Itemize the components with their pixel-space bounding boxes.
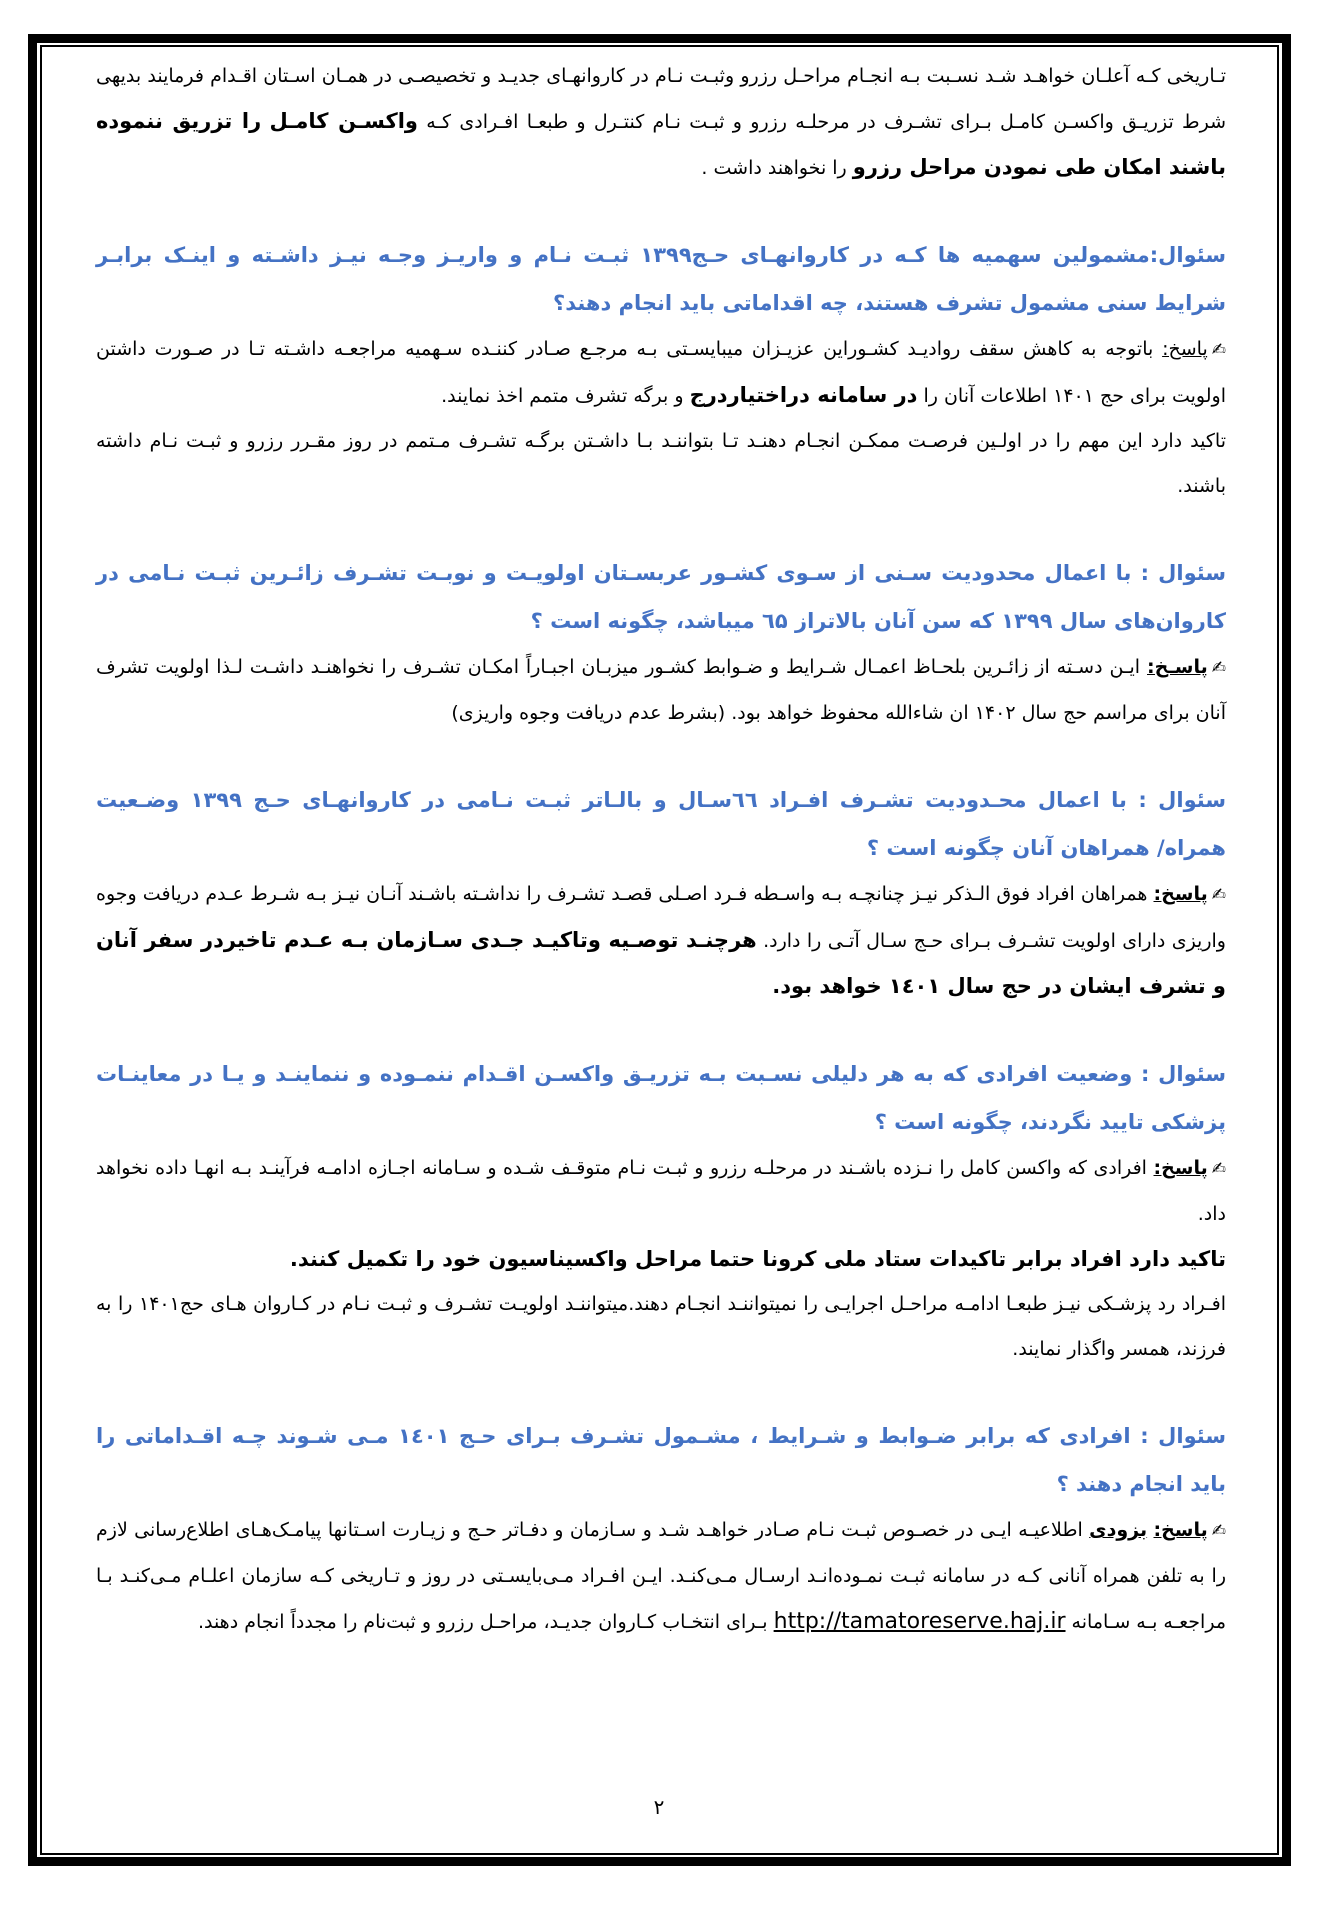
page-number: ٢ [653,1795,665,1819]
answer-label: پاسخ: [1153,883,1208,905]
answer-label: پاسـخ: [1147,656,1208,678]
answer-2 [96,645,1226,736]
writing-hand-icon: ✍ [1211,1159,1226,1179]
answer-label: پاسخ: [1162,338,1208,360]
question-5: سئوال : افرادی که برابر ضـوابط و شـرایط ، مشـمول تشـرف بـرای حـج ۱٤۰۱ مـی شـوند چـه اقـداماتی را باید انجام دهند ؟ [96,1424,1226,1496]
intro-bold-vaccine: واکسـن کامـل [269,109,418,133]
faq-section-1 [96,231,1226,509]
answer-1-bold: در سامانه دراختیاردرج [689,383,918,407]
answer-1-text-b: و برگه تشرف متمم اخذ نمایند. [441,385,690,407]
answer-4-text: افرادی که واکسن کامل را نـزده باشـند در مرحلـه رزرو و ثبـت نـام متوقـف شـده و سـامانه اجـازه ادامـه فرآینـد بـه انهـا داده نخواهد داد. [96,1157,1226,1225]
answer-4-emphasis: تاکید دارد افراد برابر تاکیدات ستاد ملی کرونا حتما مراحل واکسیناسیون خود را تکمیل کنند. [289,1247,1226,1271]
answer-4-note: افـراد رد پزشـکی نیـز طبعـا ادامـه مراحـل اجرایـی را نمیتواننـد انجـام دهند.میتواننـد اولویـت تشـرف و ثبـت نـام در کـاروان هـای حج۱۴۰۱ را به فرزند، همسر واگذار نمایند. [96,1293,1226,1360]
answer-5-text-b: بـرای انتخـاب کـاروان جدیـد، مراحـل رزرو و ثبت‌نام را مجدداً انجام دهند. [197,1611,774,1633]
answer-5-text-a: اطلاعیـه ایـی در خصـوص ثبـت نـام صـادر خواهـد شـد و سـازمان و دفـاتر حـج و زیـارت اسـتانها پیامـک‌هـای اطلاع‌رسانی لازم را به تلفن همراه آنانی کـه در سامانه ثبـت نمـوده‌انـد ارسـال مـی‌کنـد. ایـن افـراد مـی‌بایسـتی در روز و تـاریخی کـه سازمان اعلـام مـی‌کنـد بـا مراجعـه بـه سـامانه [96,1519,1226,1633]
faq-section-2 [96,549,1226,736]
answer-1-text-a: باتوجه به کاهش سقف روادیـد کشـوراین عزیـزان میبایسـتی بـه مرجـع صـادر کننـده سـهمیه مراجعـه داشـته تـا در صـورت داشتن اولویت برای حج ۱۴۰۱ اطلاعات آنان را [96,338,1226,407]
answer-label: پاسخ: [1153,1157,1208,1179]
question-4: سئوال : وضعیت افرادی که به هر دلیلی نسـبت بـه تزریـق واکسـن اقـدام ننمـوده و ننماینـد و یـا در معاینـات پزشکی تایید نگردند، چگونه است ؟ [96,1062,1226,1134]
faq-section-4 [96,1050,1226,1372]
intro-paragraph [96,54,1226,191]
answer-1-note: تاکید دارد این مهم را در اولـین فرصـت ممکـن انجـام دهنـد تـا بتواننـد بـا داشـتن برگـه تشـرف مـتمم در روز مقـرر رزرو و ثبـت نـام داشته باشند. [96,430,1226,497]
document-body [96,54,1226,1645]
intro-line3-end: را نخواهند داشت . [701,157,853,179]
faq-section-3 [96,776,1226,1010]
writing-hand-icon: ✍ [1211,658,1226,678]
intro-line1: تـاریخی کـه آعلـان خواهـد شـد نسـبت بـه انجـام مراحـل رزرو وثبـت نـام در کاروانهـای جدیـد و تخصیصـی در همـان اسـتان اقـدام [210,65,1226,87]
answer-5-bold-word: بزودی [1089,1519,1148,1541]
question-2: سئوال : با اعمال محدودیت سـنی از سـوی کشـور عربسـتان اولویـت و نوبـت تشـرف زائـرین ثبـت نـامی در کاروان‌های سال ۱۳۹۹ که سن آنان بالاتراز ٦۵ میباشد، چگونه است ؟ [96,561,1226,633]
answer-3 [96,872,1226,1010]
intro-bold-warning: را تزریق ننموده باشند امکان طی نمودن مراحل رزرو [96,109,1226,179]
answer-label: پاسخ: [1153,1519,1208,1541]
writing-hand-icon: ✍ [1211,885,1226,905]
answer-5 [96,1508,1226,1645]
question-3: سئوال : با اعمال محـدودیت تشـرف افـراد ٦٦سـال و بالـاتر ثبـت نـامی در کاروانهـای حـج ۱۳۹۹ وضـعیت همراه/ همراهان آنان چگونه است ؟ [96,788,1226,860]
writing-hand-icon: ✍ [1211,1521,1226,1541]
reservation-site-link[interactable]: http://tamatoreserve.haj.ir [773,1609,1066,1634]
answer-1 [96,327,1226,419]
answer-2-text: ایـن دسـته از زائـرین بلحـاظ اعمـال شـرایط و ضـوابط کشـور میزبـان اجبـاراً امکـان تشـرف را نخواهنـد داشـت لـذا اولویت تشرف آنان برای مراسم حج سال ۱۴۰۲ ان شاءالله محفوظ خواهد بود. (بشرط عدم دریافت وجوه واریزی) [96,656,1226,724]
answer-3-bold: هرچنـد توصـیه وتاکیـد جـدی سـازمان بـه عـدم تاخیردر سفر آنان و تشرف ایشان در حج سال ۱٤۰۱ خواهد بود. [96,928,1226,998]
answer-3-text: همراهان افراد فوق الـذکر نیـز چنانچـه بـه واسـطه فـرد اصـلی قصـد تشـرف را نداشـته باشـند آنـان نیـز بـه شـرط عـدم دریافت وجوه واریزی دارای اولویت تشـرف بـرای حـج سـال آتـی را دارد. [96,883,1226,952]
faq-section-5 [96,1412,1226,1645]
answer-4 [96,1146,1226,1237]
intro-line2: فرمایند بدیهی شرط تزریـق واکسـن کامـل بـرای تشـرف در مرحلـه رزرو و ثبـت نـام کنتـرل و طبعـا افـرادی کـه [96,65,1227,133]
writing-hand-icon: ✍ [1211,340,1226,360]
question-1: سئوال:مشمولین سهمیه ها کـه در کاروانهـای حـج۱۳۹۹ ثبـت نـام و واریـز وجـه نیـز داشـته و اینـک برابـر شرایط سنی مشمول تشرف هستند، چه اقداماتی باید انجام دهند؟ [96,243,1226,315]
